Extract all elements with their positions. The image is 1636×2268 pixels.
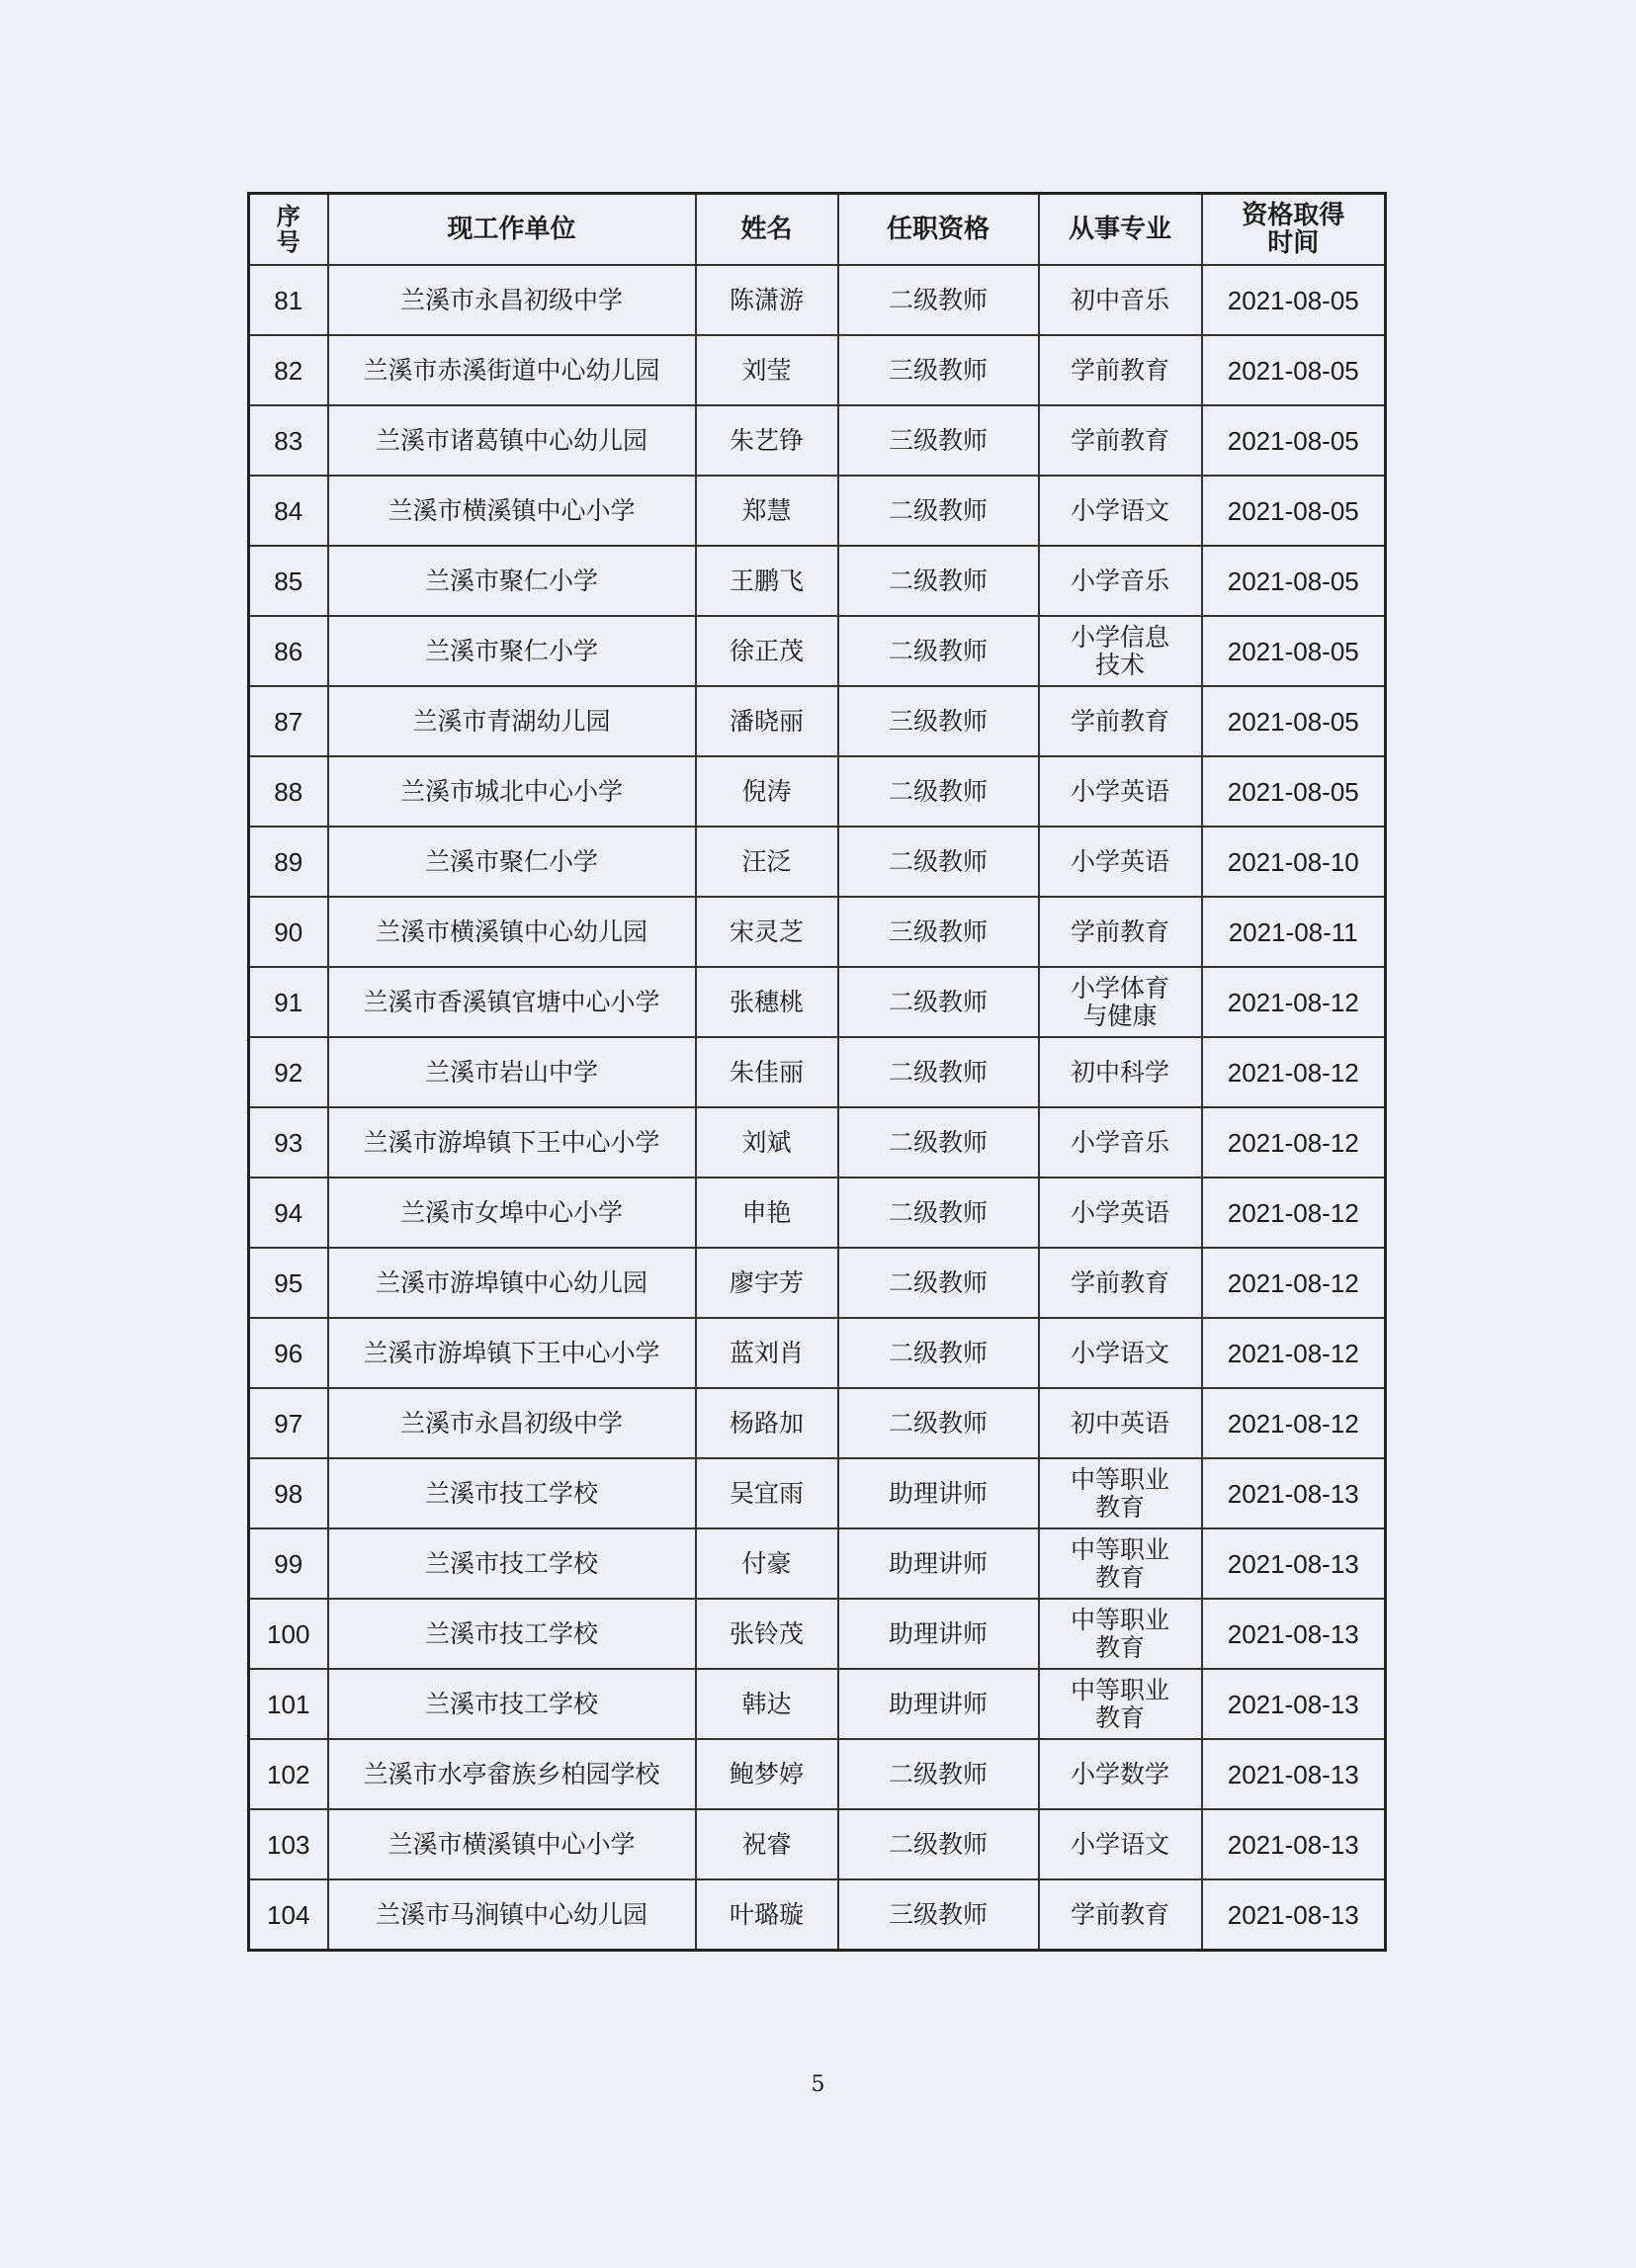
cell-name: 刘莹 — [696, 335, 838, 405]
cell-name: 朱艺铮 — [696, 405, 838, 476]
cell-major: 小学英语 — [1039, 756, 1202, 827]
cell-date: 2021-08-05 — [1202, 265, 1386, 335]
cell-date: 2021-08-12 — [1202, 1037, 1386, 1107]
cell-date: 2021-08-05 — [1202, 335, 1386, 405]
cell-qualification: 二级教师 — [838, 1107, 1039, 1178]
cell-seq: 90 — [249, 897, 328, 967]
cell-qualification: 二级教师 — [838, 476, 1039, 546]
cell-name: 宋灵芝 — [696, 897, 838, 967]
cell-unit: 兰溪市技工学校 — [328, 1528, 696, 1599]
cell-seq: 102 — [249, 1739, 328, 1809]
cell-qualification: 助理讲师 — [838, 1599, 1039, 1669]
table-row — [249, 1388, 1386, 1458]
cell-major: 小学语文 — [1039, 1809, 1202, 1879]
cell-major: 小学音乐 — [1039, 1107, 1202, 1178]
cell-major: 小学语文 — [1039, 476, 1202, 546]
cell-major: 中等职业教育 — [1039, 1458, 1202, 1528]
cell-major: 中等职业教育 — [1039, 1528, 1202, 1599]
header-date: 资格取得时间 — [1202, 194, 1386, 266]
cell-name: 鲍梦婷 — [696, 1739, 838, 1809]
table-row — [249, 1178, 1386, 1248]
cell-seq: 86 — [249, 616, 328, 686]
cell-date: 2021-08-12 — [1202, 1318, 1386, 1388]
cell-major: 学前教育 — [1039, 897, 1202, 967]
cell-name: 郑慧 — [696, 476, 838, 546]
cell-date: 2021-08-12 — [1202, 1107, 1386, 1178]
cell-date: 2021-08-13 — [1202, 1599, 1386, 1669]
cell-major: 小学语文 — [1039, 1318, 1202, 1388]
cell-name: 祝睿 — [696, 1809, 838, 1879]
table-row — [249, 756, 1386, 827]
table-body — [249, 265, 1386, 1951]
cell-date: 2021-08-13 — [1202, 1739, 1386, 1809]
cell-seq: 97 — [249, 1388, 328, 1458]
cell-seq: 104 — [249, 1879, 328, 1951]
table-row — [249, 1037, 1386, 1107]
cell-unit: 兰溪市横溪镇中心小学 — [328, 1809, 696, 1879]
cell-qualification: 二级教师 — [838, 756, 1039, 827]
cell-name: 陈潇游 — [696, 265, 838, 335]
cell-qualification: 二级教师 — [838, 616, 1039, 686]
cell-name: 付豪 — [696, 1528, 838, 1599]
cell-seq: 82 — [249, 335, 328, 405]
cell-qualification: 三级教师 — [838, 405, 1039, 476]
cell-unit: 兰溪市游埠镇下王中心小学 — [328, 1318, 696, 1388]
cell-qualification: 二级教师 — [838, 1388, 1039, 1458]
cell-qualification: 二级教师 — [838, 827, 1039, 897]
cell-unit: 兰溪市聚仁小学 — [328, 616, 696, 686]
cell-major: 小学体育与健康 — [1039, 967, 1202, 1037]
table-row — [249, 1669, 1386, 1739]
table-row — [249, 897, 1386, 967]
header-seq: 序号 — [249, 194, 328, 266]
cell-unit: 兰溪市永昌初级中学 — [328, 1388, 696, 1458]
cell-name: 朱佳丽 — [696, 1037, 838, 1107]
cell-date: 2021-08-10 — [1202, 827, 1386, 897]
cell-qualification: 三级教师 — [838, 1879, 1039, 1951]
cell-date: 2021-08-05 — [1202, 546, 1386, 616]
cell-seq: 84 — [249, 476, 328, 546]
table-row — [249, 1879, 1386, 1951]
cell-name: 杨路加 — [696, 1388, 838, 1458]
cell-date: 2021-08-13 — [1202, 1669, 1386, 1739]
cell-unit: 兰溪市技工学校 — [328, 1669, 696, 1739]
cell-date: 2021-08-05 — [1202, 756, 1386, 827]
cell-date: 2021-08-05 — [1202, 616, 1386, 686]
cell-seq: 85 — [249, 546, 328, 616]
table-row — [249, 827, 1386, 897]
cell-seq: 88 — [249, 756, 328, 827]
cell-name: 汪泛 — [696, 827, 838, 897]
cell-major: 学前教育 — [1039, 1879, 1202, 1951]
cell-unit: 兰溪市青湖幼儿园 — [328, 686, 696, 756]
cell-name: 叶璐璇 — [696, 1879, 838, 1951]
cell-date: 2021-08-11 — [1202, 897, 1386, 967]
cell-qualification: 三级教师 — [838, 686, 1039, 756]
table-row — [249, 1458, 1386, 1528]
cell-seq: 89 — [249, 827, 328, 897]
cell-seq: 81 — [249, 265, 328, 335]
cell-seq: 91 — [249, 967, 328, 1037]
cell-date: 2021-08-12 — [1202, 1248, 1386, 1318]
table-row — [249, 476, 1386, 546]
table-row — [249, 335, 1386, 405]
cell-name: 张穗桃 — [696, 967, 838, 1037]
cell-seq: 83 — [249, 405, 328, 476]
qualification-table — [247, 192, 1387, 1952]
cell-major: 小学数学 — [1039, 1739, 1202, 1809]
cell-name: 刘斌 — [696, 1107, 838, 1178]
cell-major: 小学英语 — [1039, 827, 1202, 897]
cell-name: 蓝刘肖 — [696, 1318, 838, 1388]
cell-name: 倪涛 — [696, 756, 838, 827]
cell-unit: 兰溪市香溪镇官塘中心小学 — [328, 967, 696, 1037]
cell-name: 徐正茂 — [696, 616, 838, 686]
table-row — [249, 686, 1386, 756]
cell-name: 韩达 — [696, 1669, 838, 1739]
cell-seq: 103 — [249, 1809, 328, 1879]
cell-major: 初中科学 — [1039, 1037, 1202, 1107]
cell-major: 小学英语 — [1039, 1178, 1202, 1248]
cell-date: 2021-08-13 — [1202, 1809, 1386, 1879]
header-unit: 现工作单位 — [328, 194, 696, 266]
cell-unit: 兰溪市游埠镇下王中心小学 — [328, 1107, 696, 1178]
cell-unit: 兰溪市赤溪街道中心幼儿园 — [328, 335, 696, 405]
cell-name: 廖宇芳 — [696, 1248, 838, 1318]
header-name: 姓名 — [696, 194, 838, 266]
cell-qualification: 二级教师 — [838, 967, 1039, 1037]
cell-name: 王鹏飞 — [696, 546, 838, 616]
cell-seq: 87 — [249, 686, 328, 756]
cell-qualification: 二级教师 — [838, 1318, 1039, 1388]
cell-qualification: 二级教师 — [838, 1809, 1039, 1879]
cell-name: 吴宜雨 — [696, 1458, 838, 1528]
page-number: 5 — [811, 2072, 825, 2097]
cell-unit: 兰溪市岩山中学 — [328, 1037, 696, 1107]
cell-unit: 兰溪市横溪镇中心幼儿园 — [328, 897, 696, 967]
cell-date: 2021-08-12 — [1202, 1178, 1386, 1248]
cell-seq: 100 — [249, 1599, 328, 1669]
cell-major: 学前教育 — [1039, 1248, 1202, 1318]
cell-seq: 98 — [249, 1458, 328, 1528]
table-row — [249, 405, 1386, 476]
cell-unit: 兰溪市诸葛镇中心幼儿园 — [328, 405, 696, 476]
table-row — [249, 1107, 1386, 1178]
cell-qualification: 二级教师 — [838, 265, 1039, 335]
table-row — [249, 265, 1386, 335]
cell-unit: 兰溪市永昌初级中学 — [328, 265, 696, 335]
cell-date: 2021-08-13 — [1202, 1528, 1386, 1599]
cell-seq: 99 — [249, 1528, 328, 1599]
cell-date: 2021-08-12 — [1202, 1388, 1386, 1458]
cell-date: 2021-08-05 — [1202, 476, 1386, 546]
cell-qualification: 三级教师 — [838, 335, 1039, 405]
table-row — [249, 967, 1386, 1037]
cell-unit: 兰溪市技工学校 — [328, 1599, 696, 1669]
cell-name: 申艳 — [696, 1178, 838, 1248]
cell-major: 学前教育 — [1039, 335, 1202, 405]
cell-qualification: 助理讲师 — [838, 1528, 1039, 1599]
table-row — [249, 1809, 1386, 1879]
cell-qualification: 二级教师 — [838, 1178, 1039, 1248]
cell-major: 中等职业教育 — [1039, 1599, 1202, 1669]
cell-date: 2021-08-05 — [1202, 405, 1386, 476]
table-header-row — [249, 194, 1386, 266]
table-row — [249, 616, 1386, 686]
cell-qualification: 二级教师 — [838, 1248, 1039, 1318]
cell-unit: 兰溪市游埠镇中心幼儿园 — [328, 1248, 696, 1318]
cell-seq: 92 — [249, 1037, 328, 1107]
cell-unit: 兰溪市马涧镇中心幼儿园 — [328, 1879, 696, 1951]
cell-major: 中等职业教育 — [1039, 1669, 1202, 1739]
table-row — [249, 1599, 1386, 1669]
cell-unit: 兰溪市横溪镇中心小学 — [328, 476, 696, 546]
cell-major: 学前教育 — [1039, 405, 1202, 476]
cell-date: 2021-08-12 — [1202, 967, 1386, 1037]
cell-qualification: 二级教师 — [838, 546, 1039, 616]
cell-seq: 101 — [249, 1669, 328, 1739]
cell-unit: 兰溪市女埠中心小学 — [328, 1178, 696, 1248]
cell-qualification: 二级教师 — [838, 1037, 1039, 1107]
cell-date: 2021-08-13 — [1202, 1458, 1386, 1528]
header-major: 从事专业 — [1039, 194, 1202, 266]
table-row — [249, 1739, 1386, 1809]
cell-seq: 93 — [249, 1107, 328, 1178]
header-qualification: 任职资格 — [838, 194, 1039, 266]
cell-qualification: 三级教师 — [838, 897, 1039, 967]
table-row — [249, 546, 1386, 616]
cell-seq: 96 — [249, 1318, 328, 1388]
cell-major: 初中英语 — [1039, 1388, 1202, 1458]
cell-qualification: 二级教师 — [838, 1739, 1039, 1809]
cell-unit: 兰溪市水亭畲族乡柏园学校 — [328, 1739, 696, 1809]
cell-name: 潘晓丽 — [696, 686, 838, 756]
cell-name: 张铃茂 — [696, 1599, 838, 1669]
cell-major: 初中音乐 — [1039, 265, 1202, 335]
cell-major: 学前教育 — [1039, 686, 1202, 756]
cell-seq: 95 — [249, 1248, 328, 1318]
table-row — [249, 1528, 1386, 1599]
cell-major: 小学信息技术 — [1039, 616, 1202, 686]
cell-date: 2021-08-05 — [1202, 686, 1386, 756]
table-row — [249, 1318, 1386, 1388]
table-row — [249, 1248, 1386, 1318]
cell-unit: 兰溪市技工学校 — [328, 1458, 696, 1528]
cell-qualification: 助理讲师 — [838, 1458, 1039, 1528]
cell-date: 2021-08-13 — [1202, 1879, 1386, 1951]
cell-seq: 94 — [249, 1178, 328, 1248]
cell-unit: 兰溪市聚仁小学 — [328, 546, 696, 616]
cell-qualification: 助理讲师 — [838, 1669, 1039, 1739]
cell-unit: 兰溪市聚仁小学 — [328, 827, 696, 897]
cell-unit: 兰溪市城北中心小学 — [328, 756, 696, 827]
cell-major: 小学音乐 — [1039, 546, 1202, 616]
